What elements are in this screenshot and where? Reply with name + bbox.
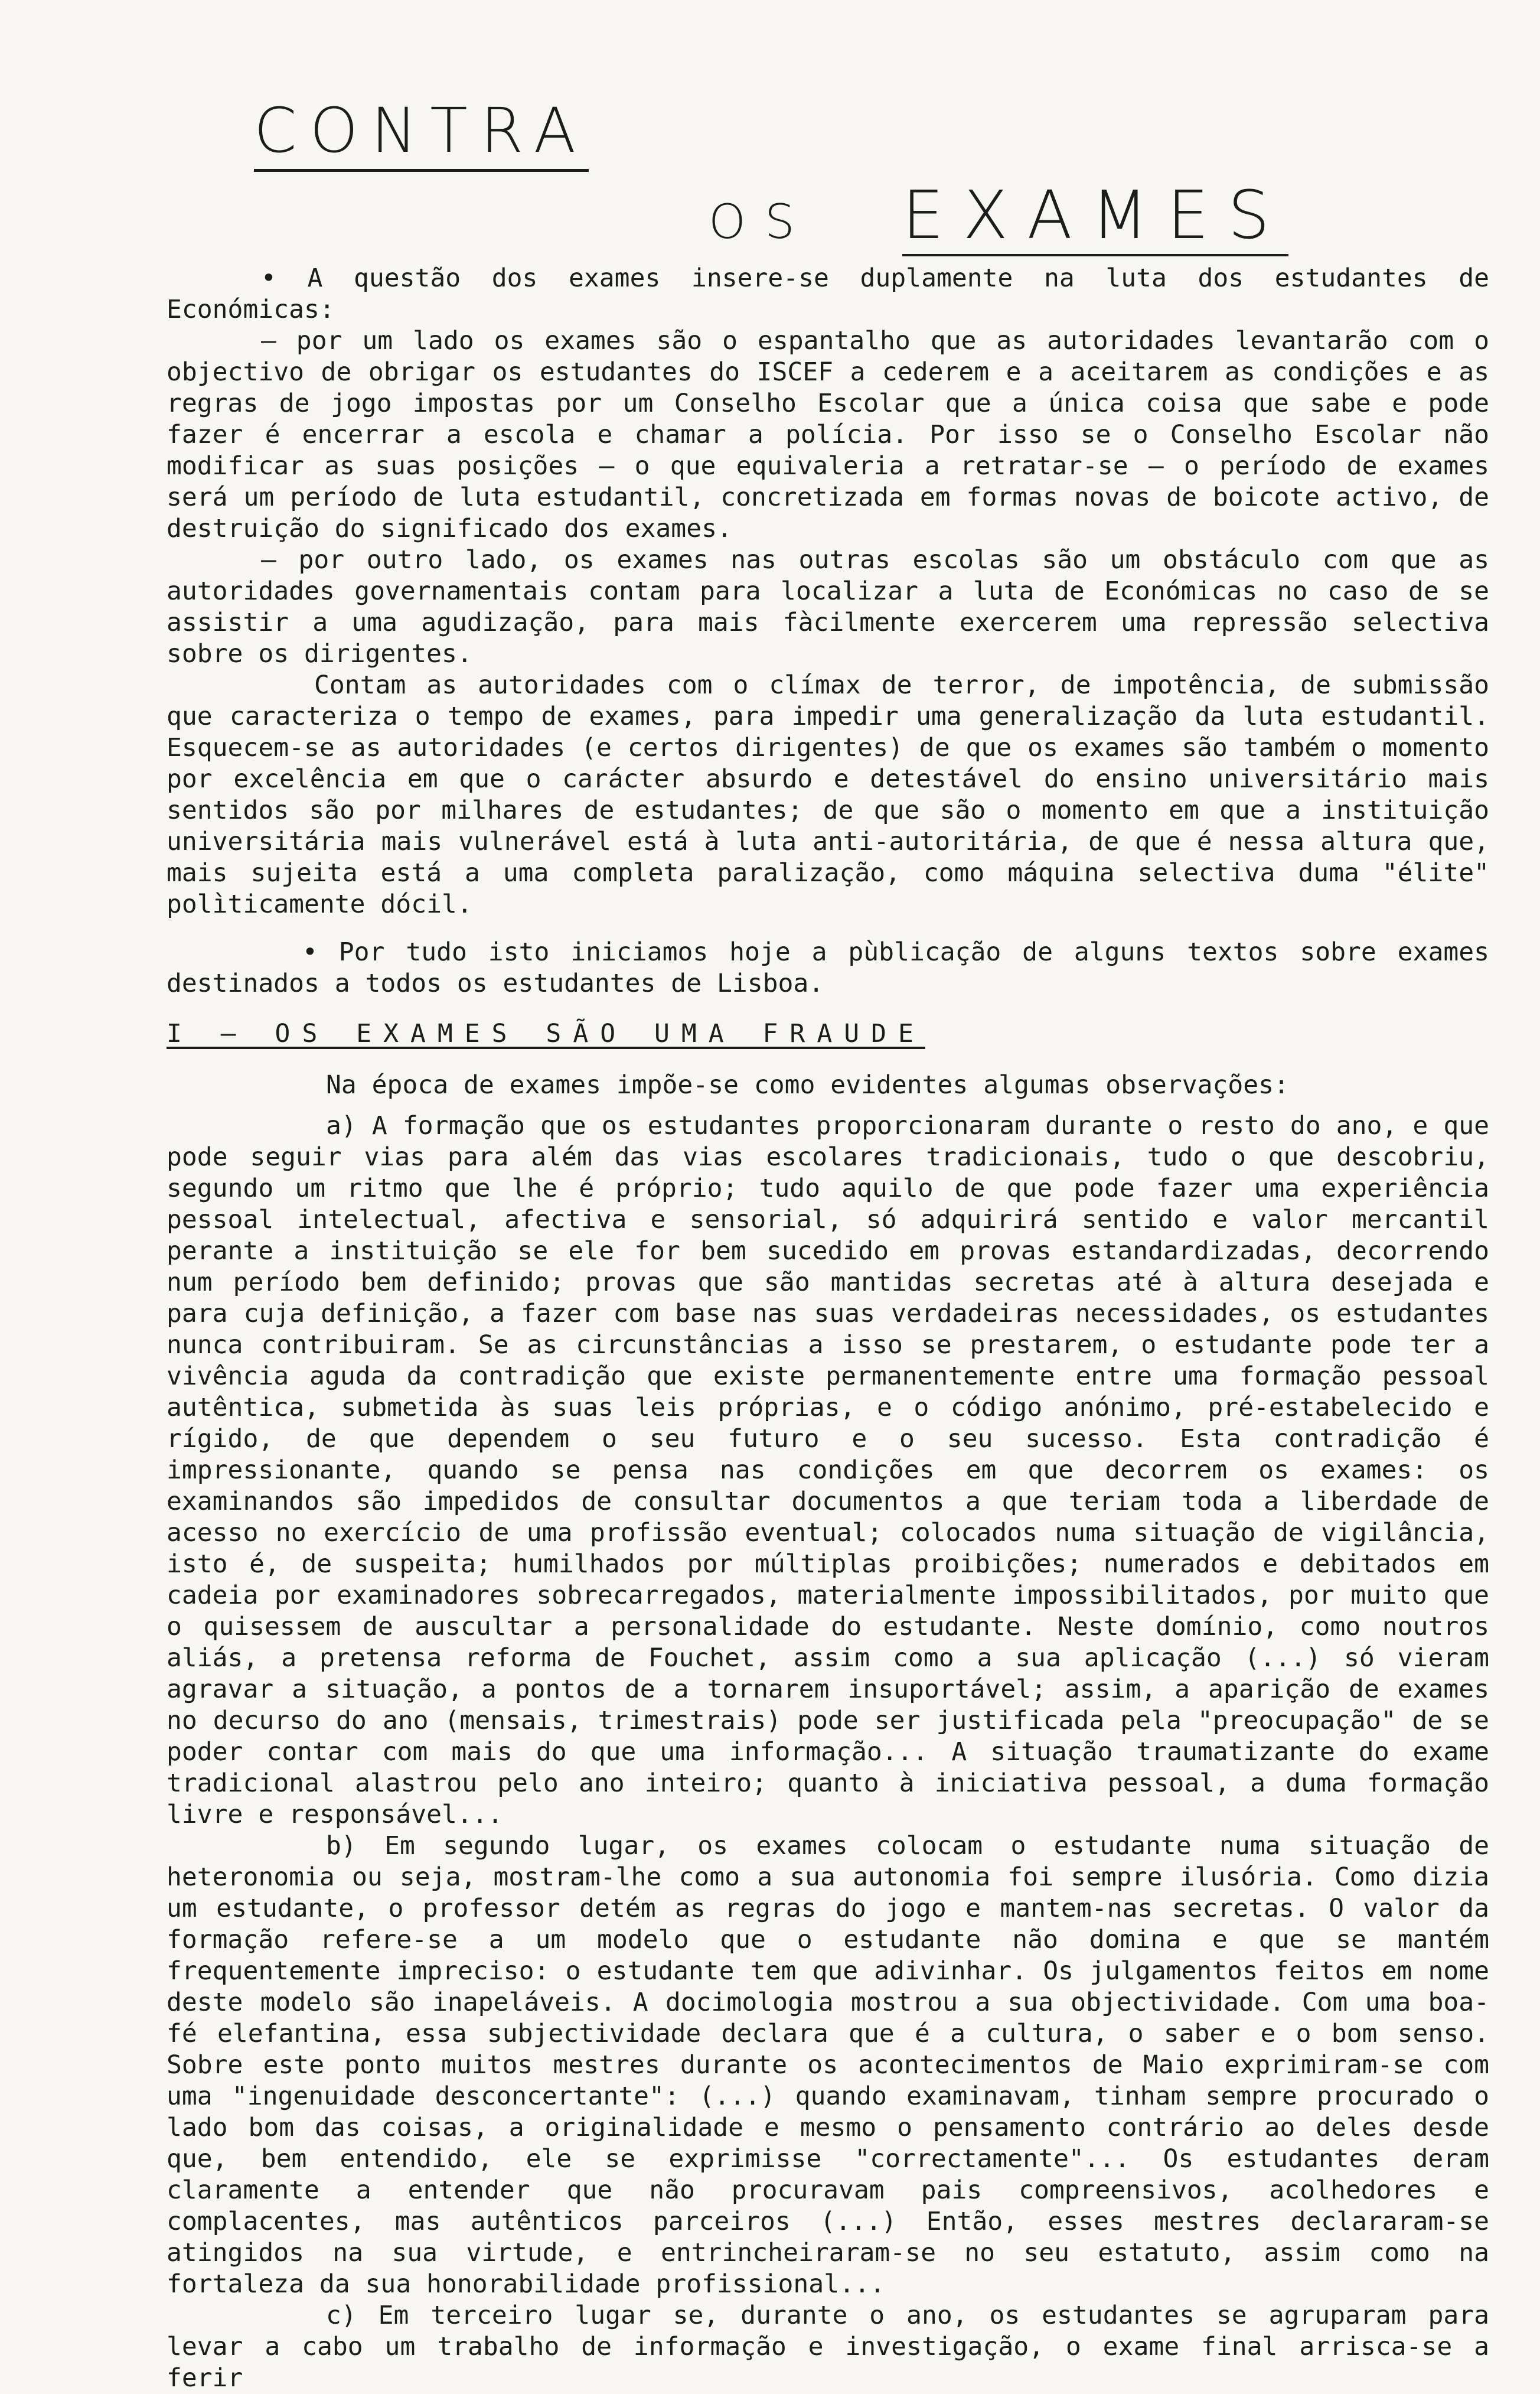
title-os-exames (709, 177, 1288, 254)
title-contra: CONTRA (254, 95, 589, 172)
paragraph-c: c) Em terceiro lugar se, durante o ano, os estudantes se agruparam para levar a cabo um trabalho de informação e investigação, o exame final arrisca-se a ferir (167, 2301, 1489, 2393)
paragraph-intro: • A questão dos exames insere-se duplamente na luta dos estudantes de Económicas: (167, 263, 1489, 324)
paragraph-other-side: – por outro lado, os exames nas outras escolas são um obstáculo com que as autoridades governamentais contam para localizar a luta de Económicas no caso de se assistir a uma agudização, para mais fàcilmente exercerem uma repressão selectiva sobre os dirigentes. (167, 545, 1489, 669)
paragraph-authorities: Contam as autoridades com o clímax de terror, de impotência, de submissão que caracteriza o tempo de exames, para impedir uma generalização da luta estudantil. Esquecem-se as autoridades (e certos dirigentes) de que os exames são também o momento por excelência em que o carácter absurdo e detestável do ensino universitário mais sentidos são por milhares de estudantes; de que são o momento em que a instituição universitária mais vulnerável está à luta anti-autoritária, de que é nessa altura que, mais sujeita está a uma completa paralização, como máquina selectiva duma "élite" polìticamente dócil. (167, 670, 1489, 919)
paragraph-a: a) A formação que os estudantes proporcionaram durante o resto do ano, e que pode seguir vias para além das vias escolares tradicionais, tudo o que descobriu, segundo um ritmo que lhe é próprio; tudo aquilo de que pode fazer uma experiência pessoal intelectual, afectiva e sensorial, só adquirirá sentido e valor mercantil perante a instituição se ele for bem sucedido em provas estandardizadas, decorrendo num período bem definido; provas que são mantidas secretas até à altura desejada e para cuja definição, a fazer com base nas suas verdadeiras necessidades, os estudantes nunca contribuiram. Se as circunstâncias a isso se prestarem, o estudante pode ter a vivência aguda da contradição que existe permanentemente entre uma formação pessoal autêntica, submetida às suas leis próprias, e o código anónimo, pré-estabelecido e rígido, de que dependem o seu futuro e o seu sucesso. Esta contradição é impressionante, quando se pensa nas condições em que decorrem os exames: os examinandos são impedidos de consultar documentos a que teriam toda a liberdade de acesso no exercício de uma profissão eventual; colocados numa situação de vigilância, isto é, de suspeita; humilhados por múltiplas proibições; numerados e debitados em cadeia por examinadores sobrecarregados, materialmente impossibilitados, por muito que o quisessem de auscultar a personalidade do estudante. Neste domínio, como noutros aliás, a pretensa reforma de Fouchet, assim como a sua aplicação (...) só vieram agravar a situação, a pontos de a tornarem insuportável; assim, a aparição de exames no decurso do ano (mensais, trimestrais) pode ser justificada pela "preocupação" de se poder contar com mais do que uma informação... A situação traumatizante do exame tradicional alastrou pelo ano inteiro; quanto à iniciativa pessoal, a duma formação livre e responsável... (167, 1111, 1489, 1829)
title-os: OS (709, 194, 814, 249)
section-heading: I – OS EXAMES SÃO UMA FRAUDE (167, 1019, 925, 1048)
paragraph-publication: • Por tudo isto iniciamos hoje a pùblicação de alguns textos sobre exames destinados a todos os estudantes de Lisboa. (167, 937, 1489, 998)
paragraph-first-side: – por um lado os exames são o espantalho que as autoridades levantarão com o objectivo de obrigar os estudantes do ISCEF a cederem e a aceitarem as condições e as regras de jogo impostas por um Conselho Escolar que a única coisa que sabe e pode fazer é encerrar a escola e chamar a polícia. Por isso se o Conselho Escolar não modificar as suas posições – o que equivaleria a retratar-se – o período de exames será um período de luta estudantil, concretizada em formas novas de boicote activo, de destruição do significado dos exames. (167, 326, 1489, 543)
document-body (167, 263, 1489, 2394)
title-exames: EXAMES (902, 177, 1289, 256)
paragraph-observations: Na época de exames impõe-se como evidentes algumas observações: (326, 1070, 1289, 1100)
paragraph-b: b) Em segundo lugar, os exames colocam o estudante numa situação de heteronomia ou seja, mostram-lhe como a sua autonomia foi sempre ilusória. Como dizia um estudante, o professor detém as regras do jogo e mantem-nas secretas. O valor da formação refere-se a um modelo que o estudante não domina e que se mantém frequentemente impreciso: o estudante tem que adivinhar. Os julgamentos feitos em nome deste modelo são inapeláveis. A docimologia mostrou a sua objectividade. Com uma boa-fé elefantina, essa subjectividade declara que é a cultura, o saber e o bom senso. Sobre este ponto muitos mestres durante os acontecimentos de Maio exprimiram-se com uma "ingenuidade desconcertante": (...) quando examinavam, tinham sempre procurado o lado bom das coisas, a originalidade e mesmo o pensamento contrário ao deles desde que, bem entendido, ele se exprimisse "correctamente"... Os estudantes deram claramente a entender que não procuravam pais compreensivos, acolhedores e complacentes, mas autênticos parceiros (...) Então, esses mestres declararam-se atingidos na sua virtude, e entrincheiraram-se no seu estatuto, assim como na fortaleza da sua honorabilidade profissional... (167, 1831, 1489, 2299)
